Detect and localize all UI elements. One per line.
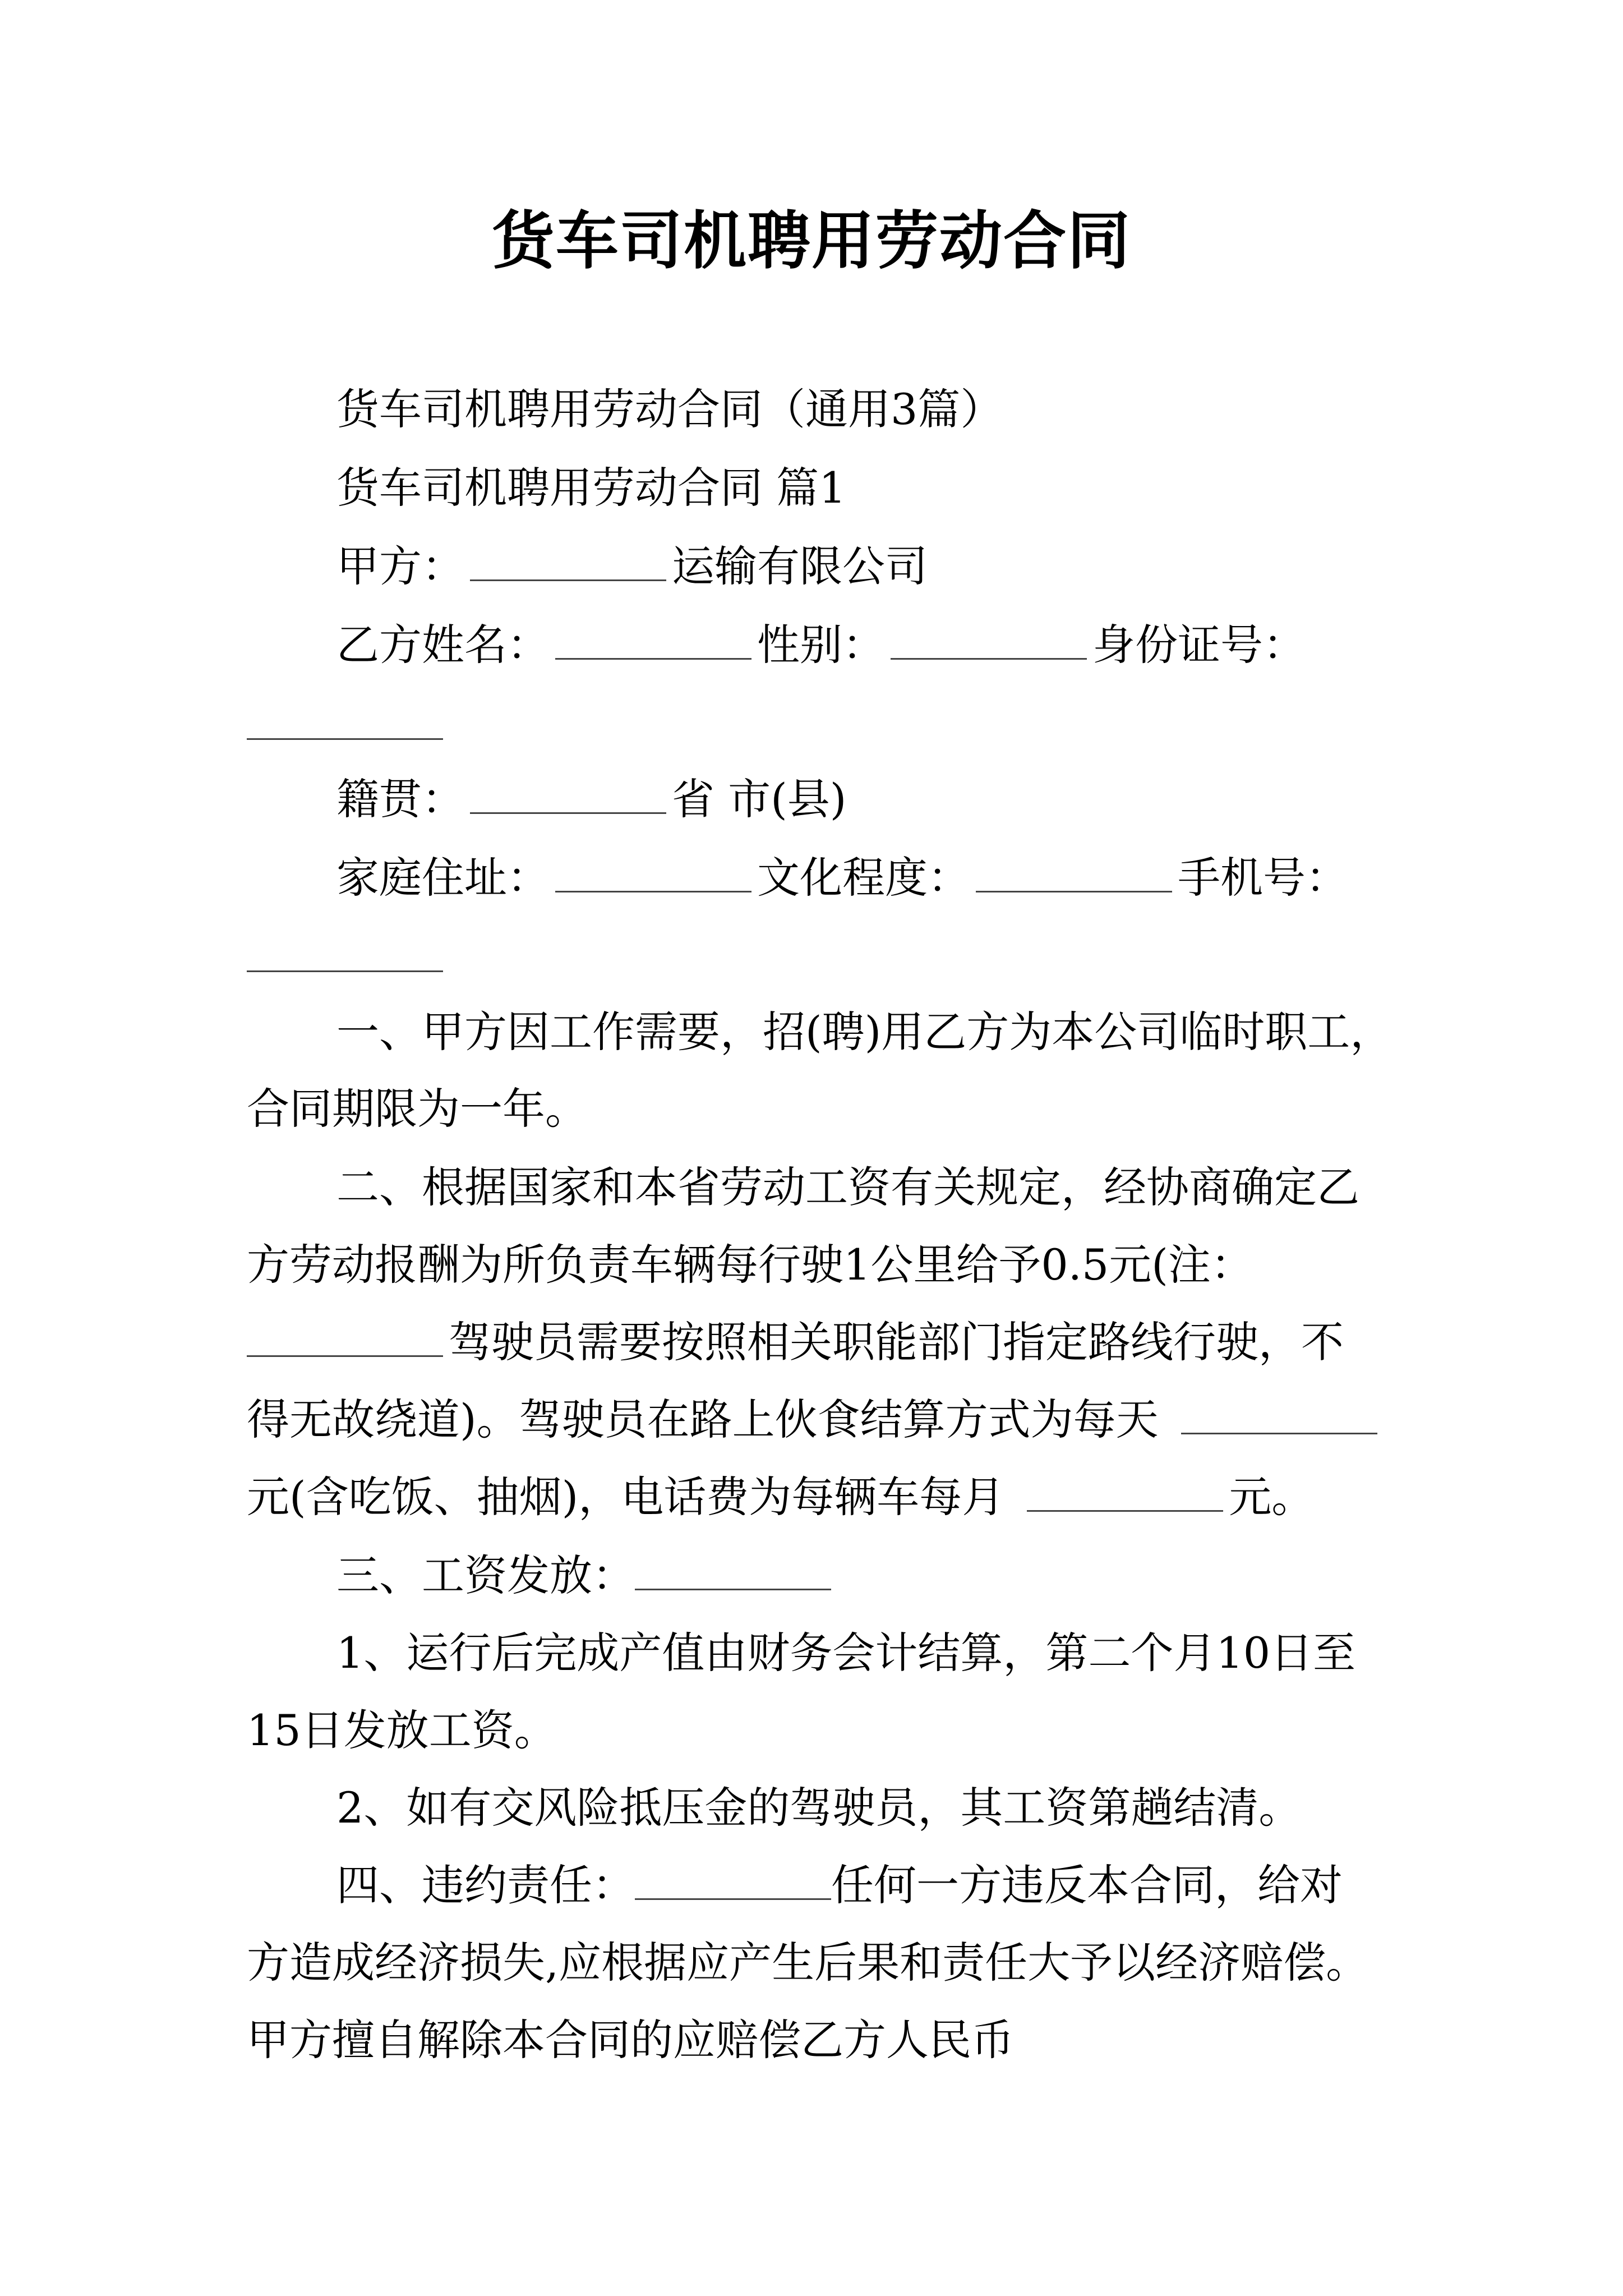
clause-4-line-3: 甲方擅自解除本合同的应赔偿乙方人民币	[247, 2015, 1014, 2065]
breach-blank	[635, 1896, 831, 1900]
party-b-name-blank	[555, 656, 751, 660]
clause-3-2-line: 2、如有交风险抵压金的驾驶员，其工资第趟结清。	[336, 1783, 1302, 1833]
id-number-label: 身份证号：	[1092, 620, 1306, 670]
home-address-label: 家庭住址：	[336, 853, 550, 903]
note-blank	[247, 1353, 443, 1357]
party-a-label: 甲方：	[336, 541, 464, 591]
gender-blank	[891, 656, 1087, 660]
province-city-text: 省 市(县)	[672, 774, 847, 824]
clause-1-line-1: 一、甲方因工作需要，招(聘)用乙方为本公司临时职工，	[336, 1007, 1393, 1057]
clause-2-line-2: 方劳动报酬为所负责车辆每行驶1公里给予0.5元(注：	[247, 1240, 1253, 1290]
native-place-line	[336, 769, 846, 830]
clause-4-label: 四、违约责任：	[336, 1860, 635, 1910]
clause-2-line-5	[247, 1466, 1314, 1528]
clause-3-1-line-2: 15日发放工资。	[247, 1705, 557, 1755]
party-b-line	[336, 614, 1306, 676]
phone-fee-blank	[1027, 1508, 1223, 1512]
mobile-blank	[247, 968, 443, 972]
clause-2-line-5-end: 元。	[1229, 1472, 1315, 1522]
gender-label: 性别：	[757, 620, 885, 670]
address-line	[336, 847, 1348, 909]
subtitle-part-1: 货车司机聘用劳动合同 篇1	[336, 463, 846, 513]
clause-2-line-1: 二、根据国家和本省劳动工资有关规定，经协商确定乙	[336, 1162, 1359, 1212]
clause-2-line-3-text: 驾驶员需要按照相关职能部门指定路线行驶，不	[449, 1317, 1344, 1367]
clause-3-label: 三、工资发放：	[336, 1550, 635, 1600]
clause-4-line-1-text: 任何一方违反本合同，给对	[831, 1860, 1343, 1910]
clause-2-line-3	[247, 1312, 1344, 1373]
id-number-blank	[247, 736, 443, 740]
clause-2-line-4-text: 得无故绕道)。驾驶员在路上伙食结算方式为每天	[247, 1395, 1159, 1444]
native-place-label: 籍贯：	[336, 774, 464, 824]
document-title: 货车司机聘用劳动合同	[492, 205, 1131, 278]
clause-4-line-1	[336, 1855, 1343, 1916]
party-a-company: 运输有限公司	[672, 541, 928, 591]
mobile-label: 手机号：	[1178, 853, 1348, 903]
clause-3-line	[336, 1545, 837, 1607]
clause-4-line-2: 方造成经济损失,应根据应产生后果和责任大予以经济赔偿。	[247, 1938, 1369, 1987]
subtitle-general: 货车司机聘用劳动合同（通用3篇）	[336, 384, 1003, 434]
native-place-blank	[470, 810, 666, 814]
education-label: 文化程度：	[757, 853, 970, 903]
home-address-blank	[555, 889, 751, 892]
clause-1-line-2: 合同期限为一年。	[247, 1084, 588, 1134]
party-a-blank	[470, 577, 666, 581]
party-b-name-label: 乙方姓名：	[336, 620, 550, 670]
clause-2-line-5-text: 元(含吃饭、抽烟)，电话费为每辆车每月	[247, 1472, 1005, 1522]
meal-allowance-blank	[1181, 1430, 1377, 1434]
education-blank	[976, 889, 1172, 892]
party-a-line	[336, 536, 928, 597]
clause-2-line-4	[247, 1389, 1383, 1451]
wage-payment-blank	[635, 1586, 831, 1590]
clause-3-1-line-1: 1、运行后完成产值由财务会计结算，第二个月10日至	[336, 1628, 1356, 1678]
